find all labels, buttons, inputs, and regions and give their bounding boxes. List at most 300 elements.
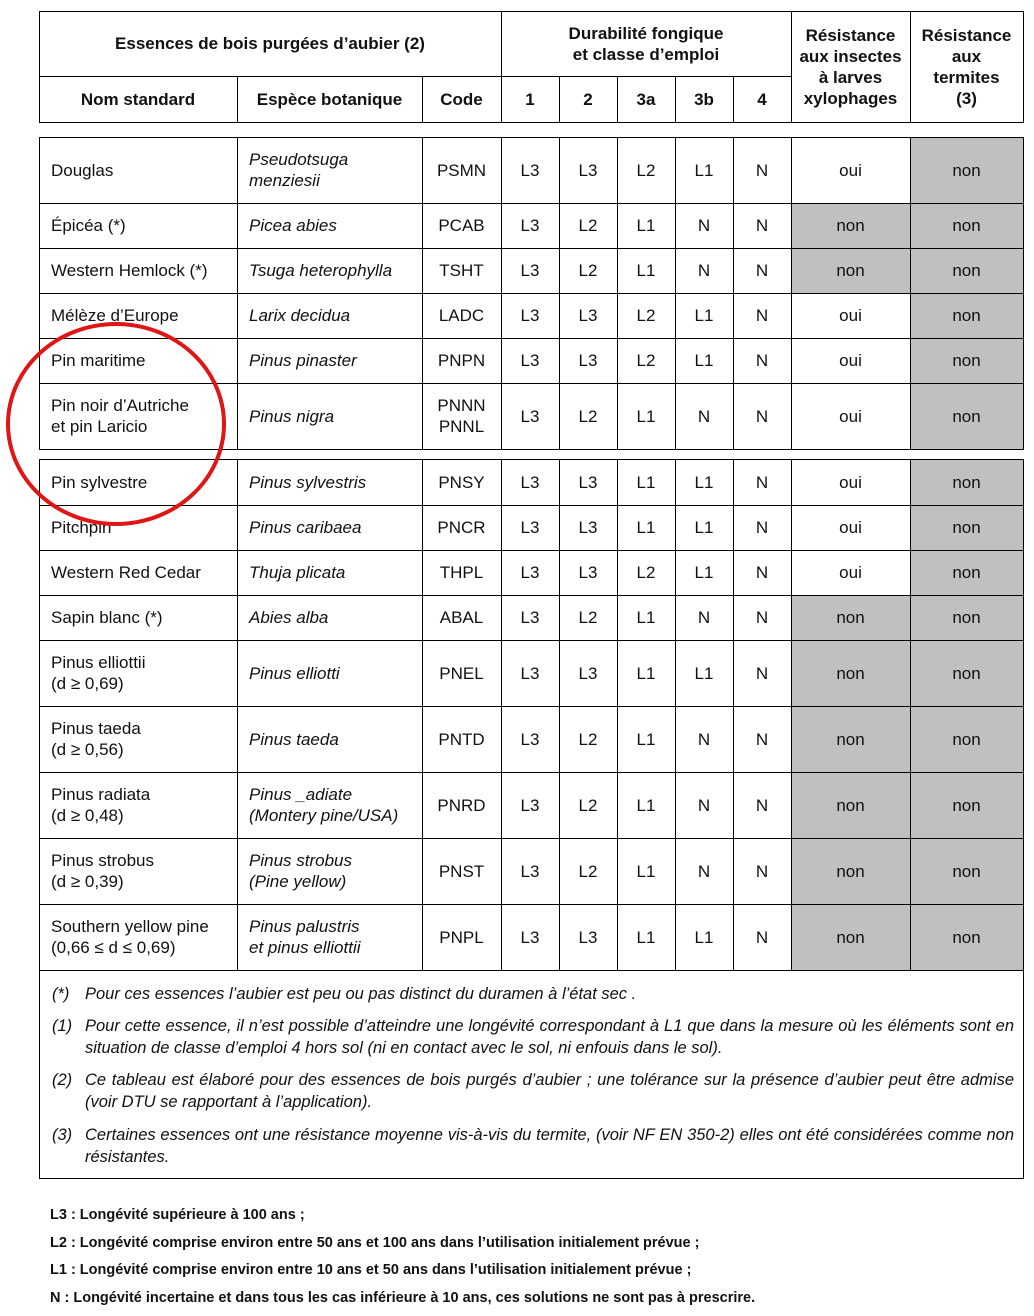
cell-code bbox=[422, 293, 501, 338]
cell-text: (Pine yellow) bbox=[249, 872, 347, 891]
cell-text: Pinus elliottii bbox=[51, 653, 146, 672]
cell-text: Pinus sylvestris bbox=[249, 472, 367, 492]
cell-text: Pinus nigra bbox=[249, 406, 335, 426]
cell-text: Pin maritime bbox=[51, 351, 146, 370]
cell-text: non bbox=[836, 608, 865, 627]
legend-l3: L3 : Longévité supérieure à 100 ans ; bbox=[50, 1207, 305, 1223]
cell-text: Thuja plicata bbox=[249, 563, 346, 582]
cell-text: Sapin blanc (*) bbox=[51, 608, 163, 627]
cell-text: L1 bbox=[636, 861, 656, 881]
rule bbox=[733, 459, 734, 971]
rule bbox=[39, 203, 1024, 204]
cell-d3 bbox=[675, 640, 733, 706]
note-tag: (*) bbox=[52, 985, 70, 1003]
cell-text: L3 bbox=[520, 216, 540, 235]
rule bbox=[617, 137, 618, 450]
cell-text: Pinus pinaster bbox=[249, 351, 357, 370]
cell-text: L3 bbox=[578, 351, 598, 370]
cell-text: non bbox=[836, 663, 865, 683]
cell-text: THPL bbox=[439, 563, 484, 582]
cell-text: non bbox=[952, 261, 981, 280]
cell-text: PNTD bbox=[438, 729, 485, 749]
cell-text: L2 bbox=[578, 729, 598, 749]
cell-termites bbox=[910, 137, 1023, 203]
cell-text: et pin Laricio bbox=[51, 417, 148, 436]
cell-text: non bbox=[952, 861, 981, 881]
cell-text: non bbox=[952, 563, 981, 582]
cell-name bbox=[39, 505, 237, 550]
header-durability bbox=[501, 11, 791, 76]
cell-name bbox=[39, 248, 237, 293]
cell-text: L1 bbox=[636, 518, 656, 537]
cell-d1 bbox=[559, 459, 617, 505]
cell-code bbox=[422, 505, 501, 550]
rule bbox=[1023, 459, 1024, 971]
rule bbox=[39, 459, 40, 971]
rule bbox=[39, 550, 1024, 551]
cell-insects bbox=[791, 505, 910, 550]
rule bbox=[39, 970, 1024, 971]
cell-text: oui bbox=[839, 306, 862, 325]
cell-text: L3 bbox=[520, 729, 540, 749]
cell-text: Pin sylvestre bbox=[51, 472, 148, 492]
cell-text: L3 bbox=[520, 472, 540, 492]
cell-text: (0,66 ≤ d ≤ 0,69) bbox=[51, 938, 176, 957]
cell-text: L2 bbox=[636, 160, 656, 180]
rule bbox=[237, 137, 238, 450]
cell-d2 bbox=[617, 640, 675, 706]
cell-text: non bbox=[952, 216, 981, 235]
cell-text: PNRD bbox=[437, 795, 486, 815]
rule bbox=[675, 459, 676, 971]
cell-text: PSMN bbox=[436, 160, 487, 180]
cell-text: L3 bbox=[520, 351, 540, 370]
cell-text: L2 bbox=[578, 608, 598, 627]
rule bbox=[733, 76, 734, 123]
cell-text: PNST bbox=[438, 861, 485, 881]
cell-name bbox=[39, 137, 237, 203]
cell-text: non bbox=[836, 795, 865, 815]
cell-text: oui bbox=[839, 472, 862, 492]
cell-insects bbox=[791, 550, 910, 595]
cell-text: Larix decidua bbox=[249, 306, 351, 325]
cell-text: N bbox=[755, 351, 769, 370]
cell-d0 bbox=[501, 293, 559, 338]
cell-text: L3 bbox=[578, 663, 598, 683]
cell-insects bbox=[791, 203, 910, 248]
cell-text: N bbox=[697, 608, 711, 627]
rule bbox=[791, 137, 792, 450]
cell-text: N bbox=[755, 729, 769, 749]
cell-text: L1 bbox=[694, 472, 714, 492]
rule bbox=[559, 137, 560, 450]
cell-text: L3 bbox=[520, 795, 540, 815]
cell-text: L3 bbox=[578, 160, 598, 180]
cell-d0 bbox=[501, 904, 559, 970]
cell-text: Pin noir d’Autriche bbox=[51, 396, 189, 415]
rule bbox=[39, 383, 1024, 384]
cell-text: L2 bbox=[578, 406, 598, 426]
cell-name bbox=[39, 338, 237, 383]
rule bbox=[559, 459, 560, 971]
cell-text: oui bbox=[839, 563, 862, 582]
cell-text: TSHT bbox=[439, 261, 484, 280]
cell-text: L2 bbox=[578, 795, 598, 815]
cell-d3 bbox=[675, 838, 733, 904]
cell-text: N bbox=[755, 927, 769, 947]
cell-text: PNPN bbox=[437, 351, 486, 370]
cell-text: Pinus taeda bbox=[51, 719, 141, 738]
termites-line: (3) bbox=[956, 88, 977, 108]
cell-d1 bbox=[559, 772, 617, 838]
rule bbox=[1023, 970, 1024, 1179]
cell-text: PNNN bbox=[437, 396, 486, 415]
cell-text: L1 bbox=[636, 795, 656, 815]
rule bbox=[791, 11, 792, 123]
cell-d4 bbox=[733, 595, 791, 640]
cell-d2 bbox=[617, 293, 675, 338]
rule bbox=[39, 838, 1024, 839]
header-group-label: Essences de bois purgées d’aubier (2) bbox=[115, 34, 425, 53]
cell-text: (Montery pine/USA) bbox=[249, 806, 399, 825]
cell-text: non bbox=[952, 795, 981, 815]
rule bbox=[559, 76, 560, 123]
cell-name bbox=[39, 838, 237, 904]
note-text: Certaines essences ont une résistance moyenne vis-à-vis du termite, (voir NF EN 350-2) elles ont été considérées comme non résistantes. bbox=[85, 1126, 1014, 1166]
cell-termites bbox=[910, 203, 1023, 248]
cell-text: non bbox=[952, 608, 981, 627]
cell-code bbox=[422, 383, 501, 449]
cell-text: N bbox=[755, 795, 769, 815]
cell-text: oui bbox=[839, 406, 862, 426]
cell-species bbox=[237, 459, 422, 505]
cell-text: PCAB bbox=[438, 216, 485, 235]
cell-text: Picea abies bbox=[249, 216, 337, 235]
cell-text: menziesii bbox=[249, 171, 320, 190]
rule bbox=[39, 1178, 1024, 1179]
cell-d3 bbox=[675, 248, 733, 293]
cell-text: N bbox=[755, 608, 769, 627]
cell-d4 bbox=[733, 293, 791, 338]
cell-code bbox=[422, 772, 501, 838]
cell-d4 bbox=[733, 505, 791, 550]
cell-species bbox=[237, 838, 422, 904]
cell-species bbox=[237, 640, 422, 706]
rule bbox=[422, 459, 423, 971]
cell-text: non bbox=[952, 306, 981, 325]
cell-d2 bbox=[617, 505, 675, 550]
durability-line-2: et classe d’emploi bbox=[572, 44, 720, 64]
cell-d3 bbox=[675, 203, 733, 248]
rule bbox=[617, 76, 618, 123]
cell-text: Pseudotsuga bbox=[249, 150, 349, 169]
cell-insects bbox=[791, 706, 910, 772]
cell-species bbox=[237, 550, 422, 595]
rule bbox=[617, 459, 618, 971]
cell-d1 bbox=[559, 706, 617, 772]
rule bbox=[237, 459, 238, 971]
cell-species bbox=[237, 595, 422, 640]
cell-d4 bbox=[733, 838, 791, 904]
cell-text: non bbox=[952, 351, 981, 370]
cell-text: Western Red Cedar bbox=[51, 563, 201, 582]
cell-d1 bbox=[559, 293, 617, 338]
cell-d4 bbox=[733, 203, 791, 248]
rule bbox=[39, 137, 40, 450]
rule bbox=[39, 970, 40, 1179]
cell-insects bbox=[791, 772, 910, 838]
cell-text: Mélèze d’Europe bbox=[51, 306, 179, 325]
cell-code bbox=[422, 640, 501, 706]
cell-d3 bbox=[675, 706, 733, 772]
cell-text: L1 bbox=[694, 160, 714, 180]
cell-name bbox=[39, 640, 237, 706]
rule bbox=[39, 595, 1024, 596]
cell-d2 bbox=[617, 904, 675, 970]
note-tag: (2) bbox=[52, 1071, 73, 1089]
cell-text: L1 bbox=[694, 351, 714, 370]
cell-d3 bbox=[675, 383, 733, 449]
cell-d4 bbox=[733, 248, 791, 293]
cell-termites bbox=[910, 293, 1023, 338]
insects-line: xylophages bbox=[803, 88, 898, 108]
cell-d1 bbox=[559, 505, 617, 550]
rule bbox=[39, 248, 1024, 249]
cell-insects bbox=[791, 137, 910, 203]
cell-d3 bbox=[675, 293, 733, 338]
cell-text: non bbox=[836, 861, 865, 881]
cell-termites bbox=[910, 772, 1023, 838]
cell-d2 bbox=[617, 383, 675, 449]
note-1 bbox=[52, 1015, 1014, 1059]
cell-text: L2 bbox=[578, 216, 598, 235]
header-col-species: Espèce botanique bbox=[256, 89, 403, 109]
cell-d4 bbox=[733, 550, 791, 595]
cell-text: Pitchpin bbox=[51, 518, 112, 537]
rule bbox=[39, 293, 1024, 294]
cell-d1 bbox=[559, 383, 617, 449]
cell-d2 bbox=[617, 838, 675, 904]
cell-text: N bbox=[697, 729, 711, 749]
cell-code bbox=[422, 706, 501, 772]
cell-text: L3 bbox=[578, 927, 598, 947]
cell-d3 bbox=[675, 137, 733, 203]
cell-text: non bbox=[952, 518, 981, 537]
cell-insects bbox=[791, 383, 910, 449]
rule bbox=[39, 338, 1024, 339]
cell-text: oui bbox=[839, 518, 862, 537]
cell-text: non bbox=[952, 160, 981, 180]
cell-d1 bbox=[559, 595, 617, 640]
rule bbox=[39, 904, 1024, 905]
cell-species bbox=[237, 293, 422, 338]
cell-text: L1 bbox=[694, 663, 714, 683]
rule bbox=[1023, 11, 1024, 123]
cell-text: L3 bbox=[520, 261, 540, 280]
cell-text: ABAL bbox=[439, 608, 484, 627]
cell-name bbox=[39, 550, 237, 595]
cell-d2 bbox=[617, 203, 675, 248]
rule bbox=[237, 76, 238, 123]
cell-insects bbox=[791, 293, 910, 338]
cell-d3 bbox=[675, 459, 733, 505]
cell-text: non bbox=[952, 927, 981, 947]
rule bbox=[39, 122, 1024, 123]
cell-d1 bbox=[559, 904, 617, 970]
cell-text: non bbox=[952, 663, 981, 683]
rule bbox=[733, 137, 734, 450]
cell-name bbox=[39, 706, 237, 772]
cell-name bbox=[39, 293, 237, 338]
insects-line: aux insectes bbox=[799, 46, 902, 66]
cell-text: N bbox=[755, 160, 769, 180]
cell-text: N bbox=[755, 663, 769, 683]
cell-name bbox=[39, 904, 237, 970]
header-insects bbox=[791, 11, 910, 122]
rule bbox=[39, 137, 1024, 138]
cell-text: N bbox=[697, 861, 711, 881]
cell-d0 bbox=[501, 595, 559, 640]
cell-d0 bbox=[501, 772, 559, 838]
cell-text: oui bbox=[839, 160, 862, 180]
cell-text: non bbox=[836, 729, 865, 749]
cell-insects bbox=[791, 338, 910, 383]
cell-species bbox=[237, 248, 422, 293]
cell-text: L1 bbox=[636, 472, 656, 492]
cell-text: L3 bbox=[520, 306, 540, 325]
cell-name bbox=[39, 772, 237, 838]
rule bbox=[501, 459, 502, 971]
note-3 bbox=[52, 1124, 1014, 1168]
rule bbox=[39, 11, 40, 123]
rule bbox=[39, 449, 1024, 450]
cell-text: non bbox=[836, 216, 865, 235]
cell-text: L3 bbox=[520, 518, 540, 537]
cell-text: (d ≥ 0,56) bbox=[51, 740, 124, 759]
legend-l2: L2 : Longévité comprise environ entre 50 ans et 100 ans dans l’utilisation initialement prévue ; bbox=[50, 1235, 700, 1251]
cell-termites bbox=[910, 904, 1023, 970]
cell-code bbox=[422, 137, 501, 203]
cell-d1 bbox=[559, 248, 617, 293]
header-col-code: Code bbox=[440, 89, 483, 109]
header-class-3b: 3b bbox=[694, 89, 714, 109]
cell-text: L1 bbox=[636, 927, 656, 947]
cell-text: L1 bbox=[636, 608, 656, 627]
cell-text: L3 bbox=[520, 160, 540, 180]
cell-text: L3 bbox=[520, 608, 540, 627]
cell-text: L1 bbox=[694, 563, 714, 582]
header-termites bbox=[910, 11, 1023, 122]
cell-text: N bbox=[755, 406, 769, 426]
rule bbox=[910, 11, 911, 123]
cell-text: LADC bbox=[438, 306, 485, 325]
insects-line: à larves bbox=[818, 67, 883, 87]
cell-species bbox=[237, 137, 422, 203]
note-star bbox=[52, 983, 1014, 1005]
insects-line: Résistance bbox=[805, 25, 896, 45]
cell-d0 bbox=[501, 505, 559, 550]
cell-text: Pinus elliotti bbox=[249, 663, 340, 683]
rule bbox=[910, 137, 911, 450]
cell-species bbox=[237, 203, 422, 248]
cell-text: non bbox=[952, 406, 981, 426]
termites-line: Résistance bbox=[921, 25, 1012, 45]
cell-termites bbox=[910, 838, 1023, 904]
cell-text: Southern yellow pine bbox=[51, 917, 209, 936]
cell-d4 bbox=[733, 706, 791, 772]
cell-text: L3 bbox=[520, 563, 540, 582]
cell-termites bbox=[910, 383, 1023, 449]
cell-termites bbox=[910, 706, 1023, 772]
cell-species bbox=[237, 904, 422, 970]
cell-text: L3 bbox=[578, 563, 598, 582]
cell-text: Pinus radiata bbox=[51, 785, 151, 804]
cell-text: N bbox=[755, 472, 769, 492]
cell-text: N bbox=[697, 406, 711, 426]
header-class-3a: 3a bbox=[636, 89, 656, 109]
cell-text: (d ≥ 0,48) bbox=[51, 806, 124, 825]
cell-termites bbox=[910, 505, 1023, 550]
legend-n: N : Longévité incertaine et dans tous les cas inférieure à 10 ans, ces solutions ne sont pas à prescrire. bbox=[50, 1290, 756, 1306]
cell-d0 bbox=[501, 338, 559, 383]
note-tag: (1) bbox=[52, 1017, 73, 1035]
cell-termites bbox=[910, 550, 1023, 595]
cell-text: Tsuga heterophylla bbox=[249, 261, 393, 280]
cell-text: L2 bbox=[578, 261, 598, 280]
cell-termites bbox=[910, 595, 1023, 640]
cell-text: Épicéa (*) bbox=[51, 216, 126, 235]
rule bbox=[39, 76, 791, 77]
cell-text: L1 bbox=[636, 663, 656, 683]
cell-text: N bbox=[755, 861, 769, 881]
cell-d1 bbox=[559, 550, 617, 595]
cell-text: Pinus strobus bbox=[51, 851, 154, 870]
cell-insects bbox=[791, 248, 910, 293]
cell-text: L2 bbox=[636, 306, 656, 325]
cell-text: L3 bbox=[520, 663, 540, 683]
rule bbox=[39, 772, 1024, 773]
cell-text: L2 bbox=[578, 861, 598, 881]
rule bbox=[39, 640, 1024, 641]
cell-d4 bbox=[733, 383, 791, 449]
rule bbox=[422, 137, 423, 450]
cell-text: PNNL bbox=[438, 417, 485, 436]
cell-text: Pinus strobus bbox=[249, 851, 352, 870]
cell-d2 bbox=[617, 248, 675, 293]
cell-termites bbox=[910, 640, 1023, 706]
header-class-1: 1 bbox=[525, 89, 535, 109]
cell-text: L1 bbox=[694, 306, 714, 325]
header-col-name: Nom standard bbox=[80, 89, 196, 109]
cell-text: L2 bbox=[636, 563, 656, 582]
cell-d3 bbox=[675, 772, 733, 838]
cell-text: L3 bbox=[578, 518, 598, 537]
cell-species bbox=[237, 505, 422, 550]
cell-name bbox=[39, 459, 237, 505]
cell-text: Abies alba bbox=[249, 608, 329, 627]
note-2 bbox=[52, 1069, 1014, 1113]
note-text: Pour ces essences l’aubier est peu ou pas distinct du duramen à l’état sec . bbox=[85, 985, 637, 1003]
cell-d3 bbox=[675, 595, 733, 640]
cell-insects bbox=[791, 838, 910, 904]
cell-termites bbox=[910, 338, 1023, 383]
cell-d0 bbox=[501, 248, 559, 293]
cell-d2 bbox=[617, 338, 675, 383]
cell-d2 bbox=[617, 550, 675, 595]
cell-d2 bbox=[617, 772, 675, 838]
cell-insects bbox=[791, 640, 910, 706]
cell-text: N bbox=[697, 216, 711, 235]
